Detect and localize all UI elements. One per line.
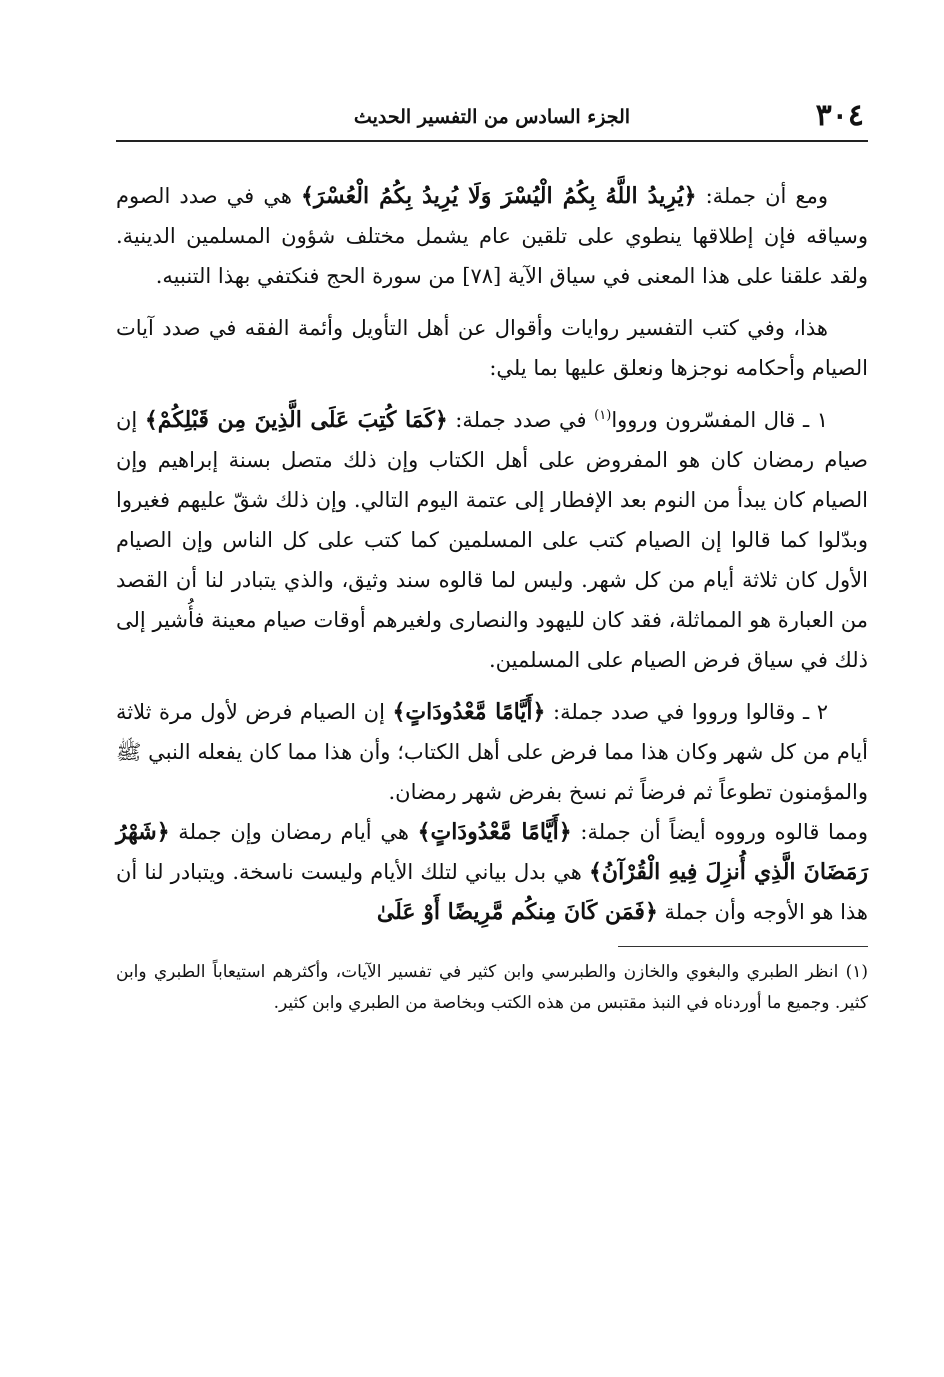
paragraph-4-text-b: إن الصيام فرض لأول مرة ثلاثة أيام من كل شهر وكان هذا مما فرض على أهل الكتاب؛ وأن هذا مما كان يفعله النبي ﷺ والمؤمنون تطوعاً ثم فرضاً ثم نسخ بفرض شهر رمضان.	[116, 700, 868, 804]
quran-verse-4: ﴿أَيَّامًا مَّعْدُودَاتٍ﴾	[417, 819, 572, 845]
paragraph-1-text-b: هي في صدد الصوم وسياقه فإن إطلاقها ينطوي على تلقين عام يشمل مختلف شؤون المسلمين الدينية. ولقد علقنا على هذا المعنى في سياق الآية [٧٨] من سورة الحج فنكتفي بهذا التنبيه.	[116, 184, 868, 288]
running-title: الجزء السادس من التفسير الحديث	[353, 106, 631, 128]
paragraph-3-text-c: إن صيام رمضان كان هو المفروض على أهل الكتاب وإن ذلك متصل بسنة إبراهيم وإن الصيام كان يبدأ من النوم بعد الإفطار إلى عتمة اليوم التالي. وإن ذلك شقّ عليهم فغيروا وبدّلوا كما قالوا إن الصيام كتب على المسلمين كما كتب على كل الناس وإن الصيام الأول كان ثلاثة أيام من كل شهر. وليس لما قالوه سند وثيق، والذي يتبادر لنا أن القصد من العبارة هو المماثلة، فقد كان لليهود والنصارى ولغيرهم أوقات صيام معينة فأُشير إلى ذلك في سياق فرض الصيام على المسلمين.	[116, 408, 868, 672]
body-text	[116, 176, 868, 932]
page-number: ٣٠٤	[815, 98, 864, 133]
paragraph-3-text-b: في صدد جملة:	[447, 408, 595, 432]
quran-verse-3: ﴿أَيَّامًا مَّعْدُودَاتٍ﴾	[392, 699, 546, 725]
paragraph-5-text-a: ومما قالوه ورووه أيضاً أن جملة:	[571, 820, 868, 844]
paragraph-2	[116, 308, 868, 388]
paragraph-2-text: هذا، وفي كتب التفسير روايات وأقوال عن أهل التأويل وأئمة الفقه في صدد آيات الصيام وأحكامه نوجزها ونعلق عليها بما يلي:	[116, 316, 868, 380]
footnote-reference: (١)	[594, 408, 612, 423]
paragraph-4	[116, 692, 868, 812]
footnote-1: (١) انظر الطبري والبغوي والخازن والطبرسي وابن كثير في تفسير الآيات، وأكثرهم استيعاباً الطبري وابن كثير. وجميع ما أوردناه في النبذ مقتبس من هذه الكتب وبخاصة من الطبري وابن كثير.	[116, 962, 868, 1013]
footnote-divider	[618, 946, 868, 947]
quran-verse-6: ﴿فَمَن كَانَ مِنكُم مَّرِيضًا أَوْ عَلَىٰ	[376, 899, 658, 925]
paragraph-4-text-a: ٢ ـ وقالوا ورووا في صدد جملة:	[545, 700, 828, 724]
page-header	[116, 96, 868, 142]
paragraph-3-text-a: ١ ـ قال المفسّرون ورووا	[611, 408, 828, 432]
quran-verse-2: ﴿كَمَا كُتِبَ عَلَى الَّذِينَ مِن قَبْلِكُمْ﴾	[144, 407, 448, 433]
paragraph-3	[116, 400, 868, 680]
paragraph-5-text-c: هي بدل بياني لتلك الأيام وليست ناسخة. ويتبادر لنا أن هذا هو الأوجه وأن جملة	[116, 860, 868, 924]
paragraph-1-text-a: ومع أن جملة:	[696, 184, 828, 208]
paragraph-5	[116, 812, 868, 932]
book-page	[116, 96, 868, 1296]
paragraph-1	[116, 176, 868, 296]
quran-verse-1: ﴿يُرِيدُ اللَّهُ بِكُمُ الْيُسْرَ وَلَا يُرِيدُ بِكُمُ الْعُسْرَ﴾	[301, 183, 697, 209]
quran-verse-5: ﴿شَهْرُ رَمَضَانَ الَّذِي أُنزِلَ فِيهِ الْقُرْآنُ﴾	[116, 819, 869, 885]
paragraph-5-text-b: هي أيام رمضان وإن جملة	[169, 820, 418, 844]
footnotes	[116, 957, 868, 1019]
